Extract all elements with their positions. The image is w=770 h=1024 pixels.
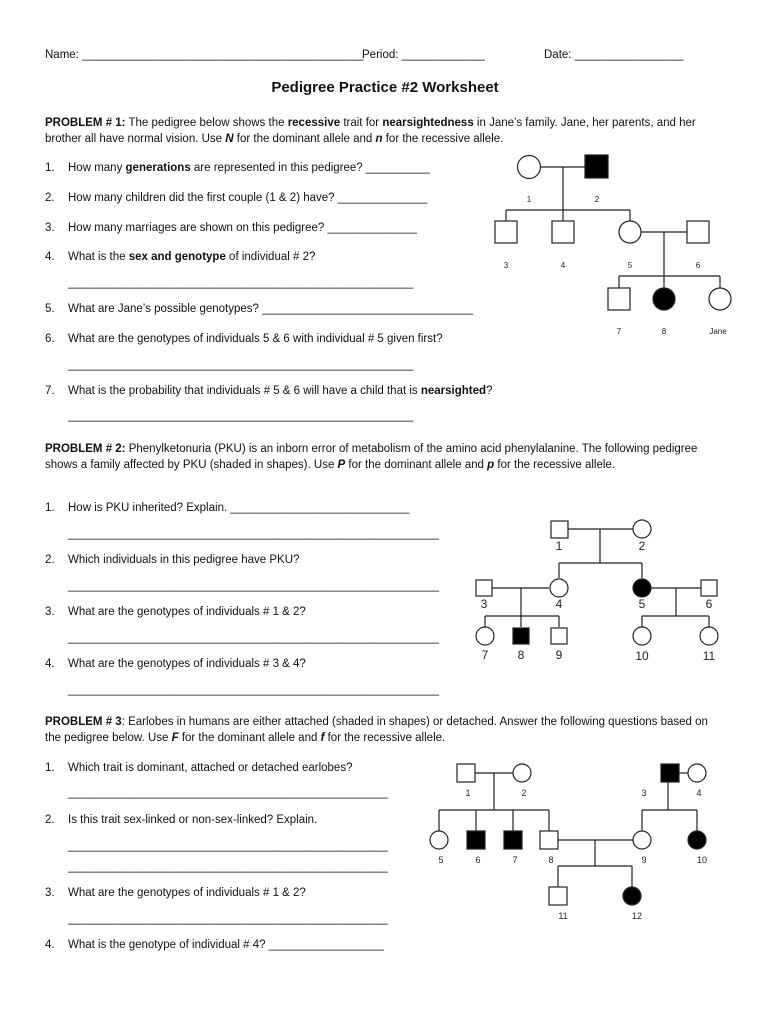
pedigree-1 xyxy=(495,155,731,310)
p2-individual-9-male xyxy=(551,628,567,644)
p2-individual-10-female xyxy=(633,627,651,645)
p1-q4-num: 4. xyxy=(45,251,55,263)
p2-q3: What are the genotypes of individuals # 1 & 2? xyxy=(68,606,306,618)
p1-individual-7-male xyxy=(608,288,630,310)
p2-label-3: 3 xyxy=(480,597,488,611)
p2-q1-answer-line[interactable]: __________________________________________________________ xyxy=(68,528,439,540)
p3-individual-12-female-affected xyxy=(623,887,641,905)
p3-individual-9-female xyxy=(633,831,651,849)
p2-q4-answer-line[interactable]: __________________________________________________________ xyxy=(68,684,439,696)
p2-individual-11-female xyxy=(700,627,718,645)
problem3-intro-allele: F xyxy=(171,731,179,744)
p2-q1[interactable]: How is PKU inherited? Explain. ____________________________ xyxy=(68,502,410,514)
p3-q2-answer-line[interactable]: __________________________________________________ xyxy=(68,840,388,852)
p3-label-5: 5 xyxy=(438,855,444,865)
p1-q7-text: ? xyxy=(486,385,493,397)
p2-q2-answer-line[interactable]: __________________________________________________________ xyxy=(68,580,439,592)
problem1-intro-bold: recessive xyxy=(287,117,341,129)
name-blank[interactable]: ____________________________________________ xyxy=(82,49,364,61)
p3-label-1: 1 xyxy=(465,788,471,798)
p1-individual-8-female-affected xyxy=(653,288,675,310)
p2-individual-3-male xyxy=(476,580,492,596)
p3-individual-6-male-affected xyxy=(467,831,485,849)
problem1-heading: PROBLEM # 1: xyxy=(45,117,126,129)
p1-individual-5-female xyxy=(619,221,641,243)
pedigree-2 xyxy=(476,520,718,645)
p1-label-4: 4 xyxy=(560,261,566,270)
problem2-intro-text: for the recessive allele. xyxy=(494,458,615,471)
name-label: Name: xyxy=(45,49,79,61)
date-label: Date: xyxy=(544,49,572,61)
problem1-intro-bold: nearsightedness xyxy=(382,117,474,129)
problem1-intro-text: The pedigree below shows the xyxy=(125,117,288,129)
p2-individual-4-female xyxy=(550,579,568,597)
p1-q1-text: How many xyxy=(68,162,126,174)
p3-individual-11-male xyxy=(549,887,567,905)
p1-individual-2-male-affected xyxy=(585,155,608,178)
p1-q2[interactable]: How many children did the first couple (1 & 2) have? ______________ xyxy=(68,192,428,204)
p2-label-1: 1 xyxy=(555,539,563,553)
p1-q1-text: are represented in this pedigree? __________ xyxy=(190,162,430,174)
problem3-heading: PROBLEM # 3 xyxy=(45,716,122,728)
problem3-intro-allele: f xyxy=(320,731,325,744)
problem1-intro-text: for the recessive allele. xyxy=(382,132,504,145)
p1-q6: What are the genotypes of individuals 5 & 6 with individual # 5 given first? xyxy=(68,333,443,345)
p3-q1-num: 1. xyxy=(45,762,55,774)
p1-q4-text: of individual # 2? xyxy=(225,251,316,263)
p1-label-3: 3 xyxy=(503,261,509,270)
p1-label-7: 7 xyxy=(616,327,622,336)
p1-label-jane: Jane xyxy=(709,327,727,336)
p1-q1-num: 1. xyxy=(45,162,55,174)
p3-q2-answer-line[interactable]: __________________________________________________ xyxy=(68,861,388,873)
p1-label-2: 2 xyxy=(594,195,600,204)
date-blank[interactable]: _________________ xyxy=(574,49,684,61)
p3-q2-num: 2. xyxy=(45,814,55,826)
p2-individual-5-female-affected xyxy=(633,579,651,597)
p1-q5-num: 5. xyxy=(45,303,55,315)
p2-label-9: 9 xyxy=(555,648,563,662)
p1-label-5: 5 xyxy=(627,261,633,270)
period-blank[interactable]: _____________ xyxy=(401,49,485,61)
pedigree-3 xyxy=(430,764,706,905)
p3-label-10: 10 xyxy=(696,855,708,865)
p1-q7-num: 7. xyxy=(45,385,55,397)
p2-q4: What are the genotypes of individuals # 3 & 4? xyxy=(68,658,306,670)
p2-label-4: 4 xyxy=(555,597,563,611)
p3-individual-3-male-affected xyxy=(661,764,679,782)
problem2-intro-allele: P xyxy=(337,458,346,471)
p3-q3: What are the genotypes of individuals # 1 & 2? xyxy=(68,887,306,899)
p2-q2: Which individuals in this pedigree have PKU? xyxy=(68,554,300,566)
p1-q6-answer-line[interactable]: ______________________________________________________ xyxy=(68,359,414,371)
p1-label-8: 8 xyxy=(661,327,667,336)
p3-q3-answer-line[interactable]: __________________________________________________ xyxy=(68,913,388,925)
p3-q1: Which trait is dominant, attached or detached earlobes? xyxy=(68,762,353,774)
p3-individual-10-female-affected xyxy=(688,831,706,849)
p1-individual-6-male xyxy=(687,221,709,243)
p2-label-5: 5 xyxy=(638,597,646,611)
p3-label-9: 9 xyxy=(641,855,647,865)
p3-label-4: 4 xyxy=(696,788,702,798)
p3-label-3: 3 xyxy=(641,788,647,798)
p1-q4-text: What is the xyxy=(68,251,129,263)
problem1-intro-text: for the dominant allele and xyxy=(233,132,376,145)
p2-q1-num: 1. xyxy=(45,502,55,514)
problem2-intro-allele: p xyxy=(487,458,495,471)
p2-label-7: 7 xyxy=(481,648,489,662)
p3-label-8: 8 xyxy=(548,855,554,865)
p2-q2-num: 2. xyxy=(45,554,55,566)
p2-label-10: 10 xyxy=(635,649,649,663)
p3-label-12: 12 xyxy=(631,911,643,921)
p1-label-6: 6 xyxy=(695,261,701,270)
p2-label-2: 2 xyxy=(638,539,646,553)
p3-individual-4-female xyxy=(688,764,706,782)
problem1-intro-text: in Jane’s family. Jane, her parents, and her brother all have normal vision. Use xyxy=(45,117,696,145)
problem3-intro-text: : Earlobes in humans are either attached (shaded in shapes) or detached. Answer the following questions based on the pedigree below. Use xyxy=(45,716,708,744)
p3-individual-7-male-affected xyxy=(504,831,522,849)
p3-individual-8-male xyxy=(540,831,558,849)
p2-label-11: 11 xyxy=(702,649,716,663)
p3-q1-answer-line[interactable]: __________________________________________________ xyxy=(68,787,388,799)
p2-individual-6-male xyxy=(701,580,717,596)
p1-q7-bold: nearsighted xyxy=(420,385,487,397)
p1-q4-bold: sex and genotype xyxy=(128,251,226,263)
problem2-intro-text: Phenylketonuria (PKU) is an inborn error of metabolism of the amino acid phenylalanine. The following pedigree shows a family affected by PKU (shaded in shapes). Use xyxy=(45,443,698,471)
p1-q5[interactable]: What are Jane’s possible genotypes? _________________________________ xyxy=(68,303,474,315)
problem2-heading: PROBLEM # 2: xyxy=(45,443,126,455)
p1-q7-answer-line[interactable]: ______________________________________________________ xyxy=(68,410,414,422)
p3-individual-1-male xyxy=(457,764,475,782)
p2-q4-num: 4. xyxy=(45,658,55,670)
problem2-intro-text: for the dominant allele and xyxy=(345,458,488,471)
problem1-intro-text: trait for xyxy=(340,117,383,129)
p1-q3-num: 3. xyxy=(45,222,55,234)
p3-q2: Is this trait sex-linked or non-sex-linked? Explain. xyxy=(68,814,318,826)
period-label: Period: xyxy=(362,49,399,61)
p1-individual-jane-female xyxy=(709,288,731,310)
p1-label-1: 1 xyxy=(526,195,532,204)
p3-q3-num: 3. xyxy=(45,887,55,899)
p2-individual-1-male xyxy=(551,521,568,538)
p3-individual-2-female xyxy=(513,764,531,782)
p3-individual-5-female xyxy=(430,831,448,849)
problem3-intro-text: for the recessive allele. xyxy=(324,731,446,744)
p2-label-8: 8 xyxy=(517,648,525,662)
p3-q4-num: 4. xyxy=(45,939,55,951)
p3-q4[interactable]: What is the genotype of individual # 4? __________________ xyxy=(68,939,384,951)
p1-q7-text: What is the probability that individuals # 5 & 6 will have a child that is xyxy=(68,385,421,397)
p1-individual-3-male xyxy=(495,221,517,243)
p2-q3-answer-line[interactable]: __________________________________________________________ xyxy=(68,632,439,644)
p2-label-6: 6 xyxy=(705,597,713,611)
problem3-intro-text: for the dominant allele and xyxy=(178,731,321,744)
p2-individual-2-female xyxy=(633,520,651,538)
p1-individual-4-male xyxy=(552,221,574,243)
p3-label-11: 11 xyxy=(558,911,568,921)
p1-q2-num: 2. xyxy=(45,192,55,204)
page-title: Pedigree Practice #2 Worksheet xyxy=(271,79,499,96)
p3-label-7: 7 xyxy=(512,855,518,865)
p2-individual-8-male-affected xyxy=(513,628,529,644)
p1-q1-bold: generations xyxy=(125,162,191,174)
p3-label-6: 6 xyxy=(475,855,481,865)
p1-q6-num: 6. xyxy=(45,333,55,345)
p3-label-2: 2 xyxy=(521,788,527,798)
p1-individual-1-female xyxy=(518,156,541,179)
p1-q4-answer-line[interactable]: ______________________________________________________ xyxy=(68,277,414,289)
p1-q3[interactable]: How many marriages are shown on this pedigree? ______________ xyxy=(68,222,418,234)
p2-q3-num: 3. xyxy=(45,606,55,618)
problem1-intro-allele: n xyxy=(375,132,383,145)
problem1-intro-allele: N xyxy=(225,132,234,145)
p2-individual-7-female xyxy=(476,627,494,645)
